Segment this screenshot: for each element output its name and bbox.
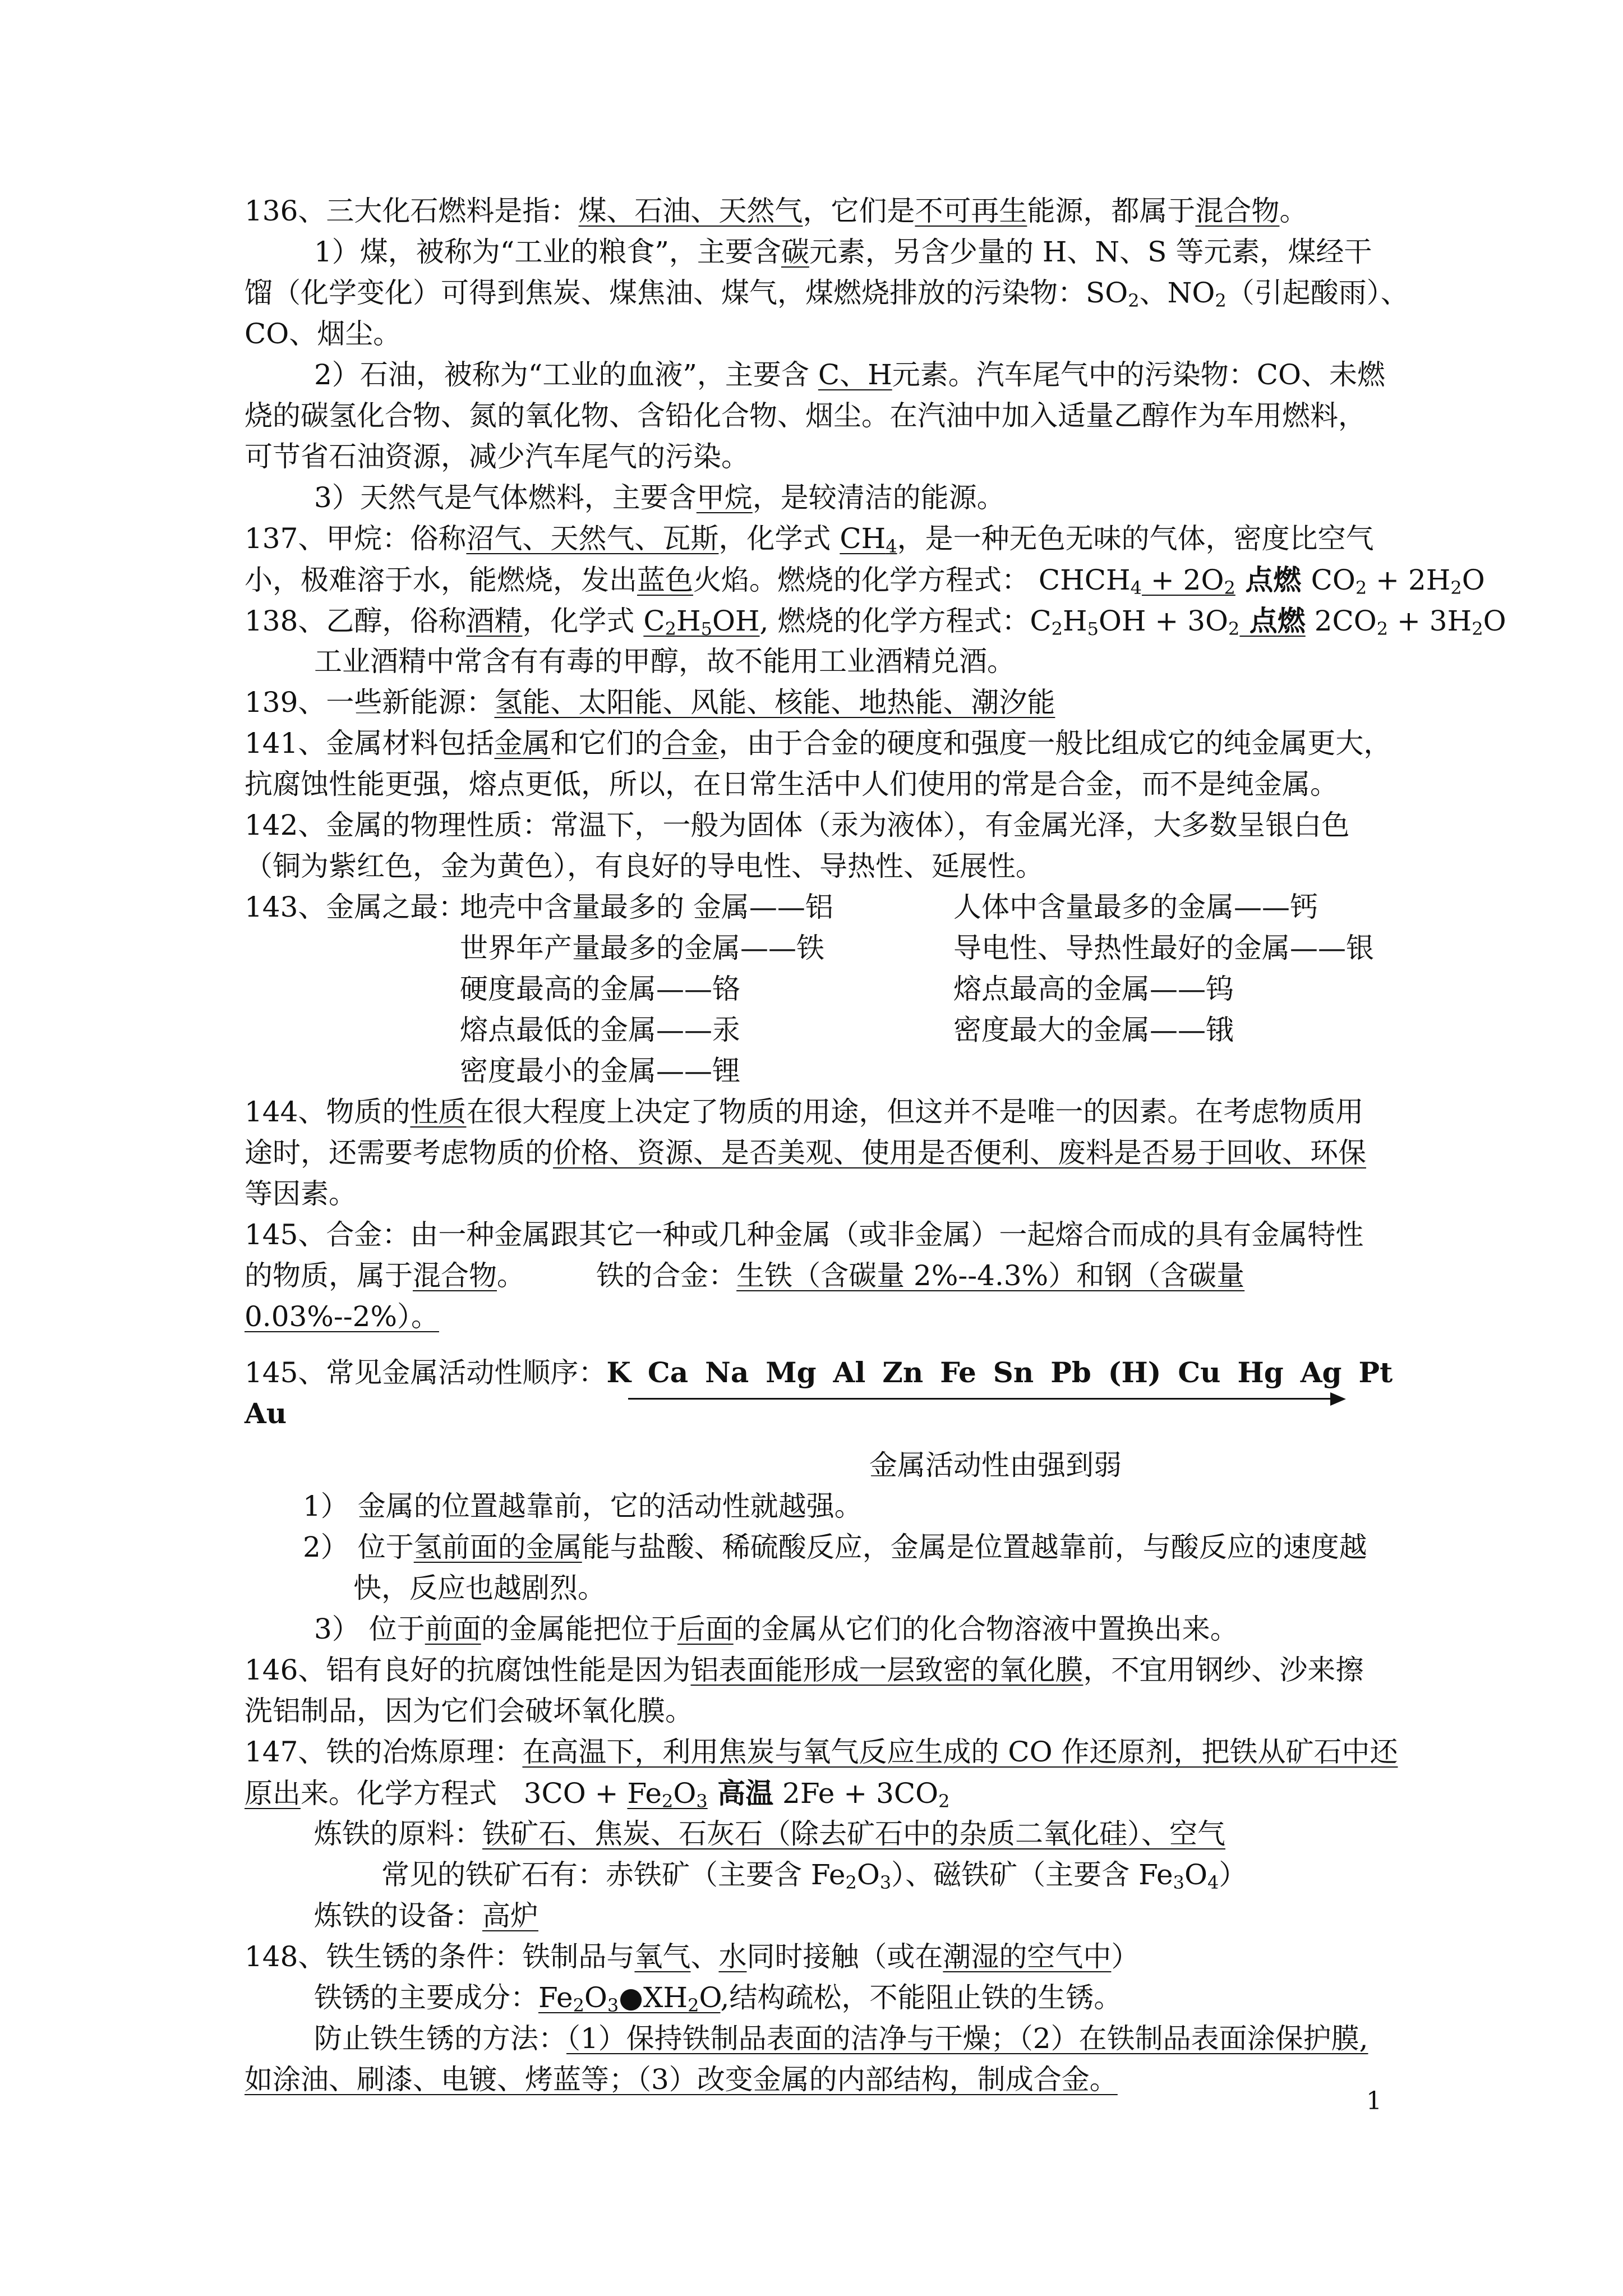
superlative-left-1: 地壳中含量最多的 金属——铝 (460, 891, 833, 923)
line-146-2: 洗铝制品，因为它们会破坏氧化膜。 (245, 1695, 693, 1727)
line-147-2: 原出来。化学方程式 $3CO + Fe_2O_3$ 高温 $2Fe + 3CO_2$ (245, 1777, 950, 1812)
line-143-label: 143、金属之最： (245, 891, 467, 923)
activity-arrow-line (628, 1398, 1335, 1400)
activity-rule-2: 2） 位于氢前面的金属能与盐酸、稀硫酸反应，金属是位置越靠前，与酸反应的速度越 (303, 1531, 1367, 1563)
line-136-coal-3: CO、烟尘。 (245, 318, 402, 350)
line-136-oil: 2）石油，被称为“工业的血液”，主要含 C、H元素。汽车尾气中的污染物：CO、未燃 (314, 358, 1385, 391)
line-136-coal: 1）煤，被称为“工业的粮食”，主要含碳元素，另含少量的 H、N、S 等元素，煤经干 (314, 236, 1372, 268)
activity-series: K Ca Na Mg Al Zn Fe Sn Pb (H) Cu Hg Ag Pt (606, 1356, 1393, 1389)
line-147-4: 常见的铁矿石有：赤铁矿（主要含 $Fe_2O_3$）、磁铁矿（主要含 $Fe_3O_4$） (381, 1858, 1247, 1893)
superlative-right-2: 导电性、导热性最好的金属——银 (953, 932, 1374, 964)
line-145-alloy-2: 的物质，属于混合物。 铁的合金：生铁（含碳量 2%--4.3%）和钢（含碳量 (245, 1259, 1245, 1292)
line-148-2: 铁锈的主要成分：$Fe_2O_3●XH_2O$,结构疏松，不能阻止铁的生锈。 (314, 1981, 1122, 2016)
line-136-coal-2: 馏（化学变化）可得到焦炭、煤焦油、煤气，煤燃烧排放的污染物：$SO_2$、$NO_2$（引起酸雨）、 (245, 277, 1409, 311)
superlative-left-3: 硬度最高的金属——铬 (460, 973, 740, 1005)
line-138-2: 工业酒精中常含有有毒的甲醇，故不能用工业酒精兑酒。 (314, 645, 1015, 678)
line-142: 142、金属的物理性质：常温下，一般为固体（汞为液体），有金属光泽，大多数呈银白色 (245, 809, 1350, 841)
line-142-2: （铜为紫红色，金为黄色），有良好的导电性、导热性、延展性。 (245, 850, 1044, 882)
activity-rule-1: 1） 金属的位置越靠前，它的活动性就越强。 (303, 1490, 863, 1522)
superlative-left-2: 世界年产量最多的金属——铁 (460, 932, 824, 964)
line-145-alloy: 145、合金：由一种金属跟其它一种或几种金属（或非金属）一起熔合而成的具有金属特性 (245, 1218, 1364, 1251)
line-148-3: 防止铁生锈的方法：（1）保持铁制品表面的洁净与干燥；（2）在铁制品表面涂保护膜, (314, 2022, 1368, 2055)
line-139: 139、一些新能源：氢能、太阳能、风能、核能、地热能、潮汐能 (245, 686, 1055, 719)
activity-rule-3: 3） 位于前面的金属能把位于后面的金属从它们的化合物溶液中置换出来。 (314, 1613, 1238, 1645)
line-147: 147、铁的冶炼原理：在高温下，利用焦炭与氧气反应生成的 CO 作还原剂，把铁从矿石中还 (245, 1736, 1398, 1768)
activity-series-tail: Au (245, 1397, 287, 1430)
line-147-3: 炼铁的原料：铁矿石、焦炭、石灰石（除去矿石中的杂质二氧化硅）、空气 (314, 1818, 1225, 1850)
line-144-3: 等因素。 (245, 1177, 357, 1210)
line-148-4: 如涂油、刷漆、电镀、烤蓝等；（3）改变金属的内部结构，制成合金。 (245, 2063, 1118, 2096)
line-136-gas: 3）天然气是气体燃料，主要含甲烷，是较清洁的能源。 (314, 481, 1005, 514)
line-137: 137、甲烷：俗称沼气、天然气、瓦斯，化学式 $CH_4$，是一种无色无味的气体，密度比空气 (245, 522, 1374, 557)
line-145-alloy-3: 0.03%--2%）。 (245, 1300, 439, 1333)
line-136: 136、三大化石燃料是指：煤、石油、天然气，它们是不可再生能源，都属于混合物。 (245, 195, 1308, 227)
superlative-right-1: 人体中含量最多的金属——钙 (953, 891, 1318, 923)
line-138: 138、乙醇，俗称酒精，化学式 $C_2H_5OH$, 燃烧的化学方程式：$C_2H_5OH + 3O_2$ 点燃 $2CO_2 + 3H_2O$ (245, 604, 1506, 639)
superlative-right-3: 熔点最高的金属——钨 (953, 973, 1234, 1005)
line-147-5: 炼铁的设备：高炉 (314, 1899, 538, 1932)
activity-caption: 金属活动性由强到弱 (869, 1449, 1122, 1481)
superlative-left-5: 密度最小的金属——锂 (460, 1055, 740, 1087)
line-144: 144、物质的性质在很大程度上决定了物质的用途，但这并不是唯一的因素。在考虑物质用 (245, 1096, 1364, 1128)
line-144-2: 途时，还需要考虑物质的价格、资源、是否美观、使用是否便利、废料是否易于回收、环保 (245, 1137, 1366, 1169)
line-141: 141、金属材料包括金属和它们的合金，由于合金的硬度和强度一般比组成它的纯金属更大， (245, 727, 1392, 760)
page-number: 1 (1366, 2087, 1382, 2115)
line-145-activity: 145、常见金属活动性顺序：K Ca Na Mg Al Zn Fe Sn Pb (H) Cu Hg Ag Pt (245, 1356, 1393, 1389)
activity-arrow-head (1330, 1392, 1346, 1406)
activity-rule-2b: 快，反应也越剧烈。 (353, 1572, 606, 1604)
line-146: 146、铝有良好的抗腐蚀性能是因为铝表面能形成一层致密的氧化膜，不宜用钢纱、沙来擦 (245, 1654, 1364, 1686)
line-136-oil-2: 烧的碳氢化合物、氮的氧化物、含铅化合物、烟尘。在汽油中加入适量乙醇作为车用燃料， (245, 399, 1366, 432)
line-141-2: 抗腐蚀性能更强，熔点更低，所以，在日常生活中人们使用的常是合金，而不是纯金属。 (245, 768, 1338, 800)
superlative-right-4: 密度最大的金属——锇 (953, 1014, 1234, 1046)
line-137-2: 小，极难溶于水，能燃烧，发出蓝色火焰。燃烧的化学方程式： $CHCH_4 + 2O_2$ 点燃 $CO_2 + 2H_2O$ (245, 563, 1485, 599)
line-136-oil-3: 可节省石油资源，减少汽车尾气的污染。 (245, 440, 749, 473)
line-148: 148、铁生锈的条件：铁制品与氧气、水同时接触（或在潮湿的空气中） (245, 1940, 1140, 1973)
superlative-left-4: 熔点最低的金属——汞 (460, 1014, 740, 1046)
